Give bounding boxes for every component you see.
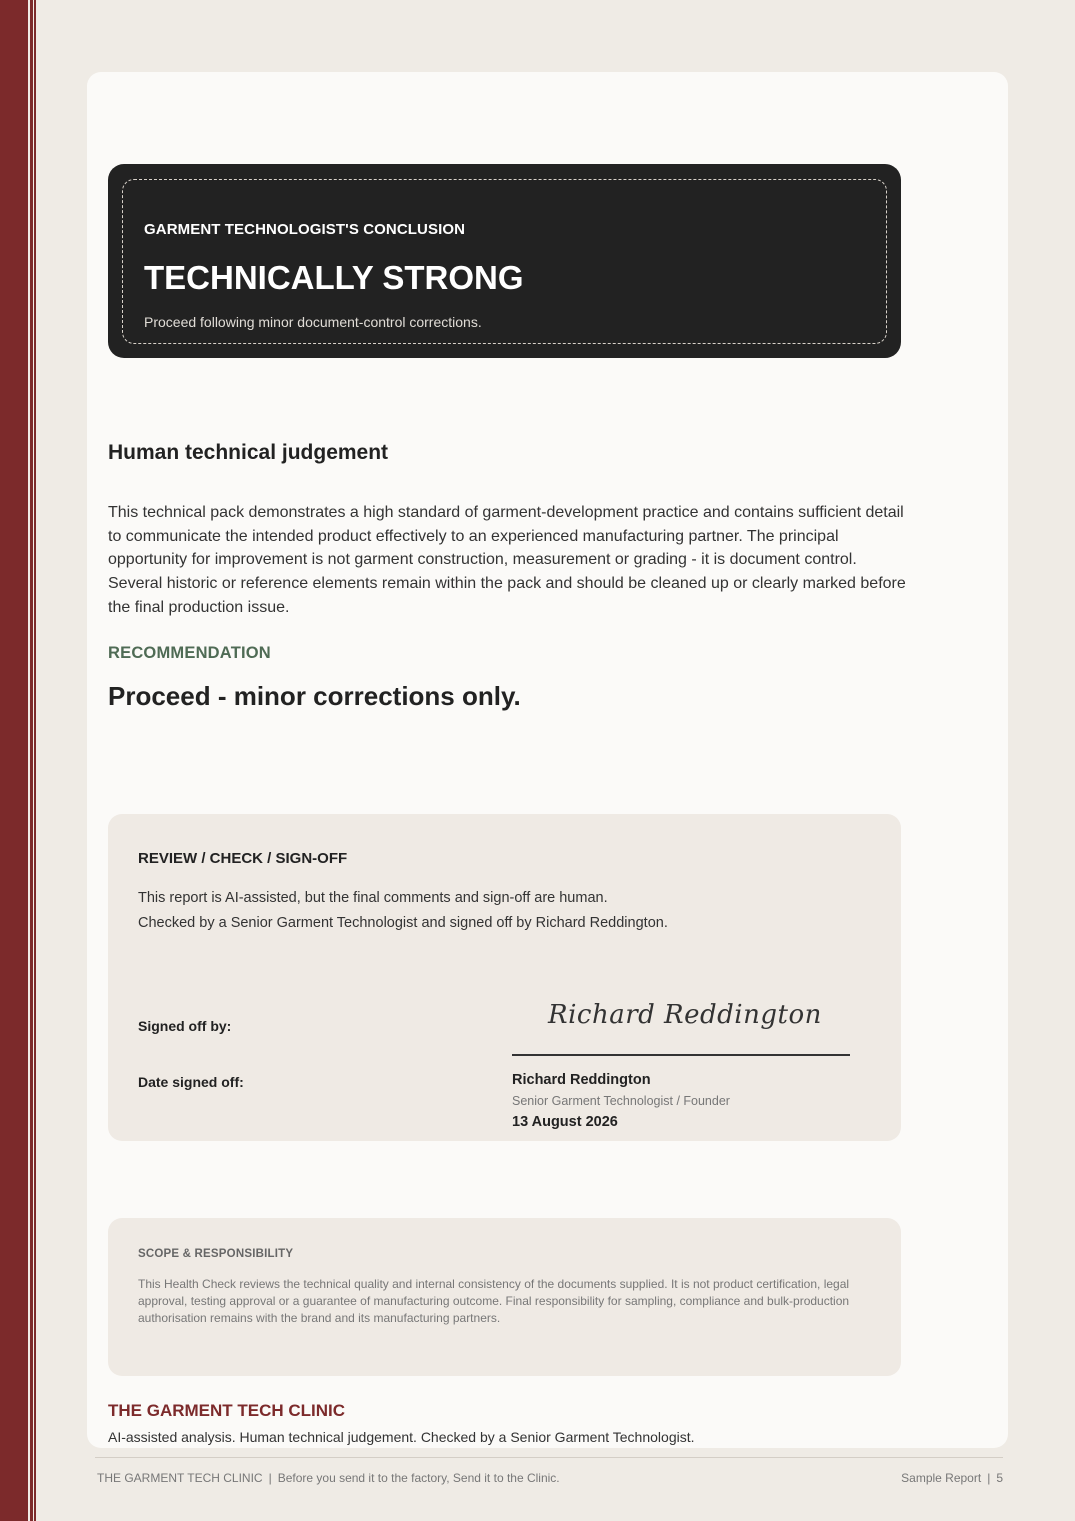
- footer-left: [97, 1471, 560, 1485]
- left-spine-bar: [0, 0, 36, 1521]
- signoff-statement: This report is AI-assisted, but the final comments and sign-off are human.: [138, 890, 608, 906]
- report-label: Sample Report: [901, 1471, 982, 1485]
- judgement-heading: Human technical judgement: [108, 441, 389, 464]
- spine-stripe: [28, 0, 30, 1521]
- conclusion-subtitle: Proceed following minor document-control corrections.: [144, 314, 482, 330]
- footer-right: [901, 1471, 1003, 1485]
- date-signed-off-label: Date signed off:: [138, 1074, 244, 1090]
- footer-brand: THE GARMENT TECH CLINIC: [97, 1471, 263, 1485]
- signoff-date: 13 August 2026: [512, 1114, 618, 1130]
- page-number: 5: [996, 1471, 1003, 1485]
- judgement-body: This technical pack demonstrates a high standard of garment-development practice and contains sufficient detail to communicate the intended product effectively to an experienced manufacturing partner. The principal opportunity for improvement is not garment construction, measurement or grading - it is document control. Several historic or reference elements remain within the pack and should be cleaned up or clearly marked before the final production issue.: [108, 504, 906, 616]
- signature-line: [512, 1054, 850, 1056]
- signoff-panel: [108, 814, 901, 1141]
- brand-name: THE GARMENT TECH CLINIC: [108, 1401, 346, 1420]
- scope-title: SCOPE & RESPONSIBILITY: [138, 1248, 294, 1260]
- signoff-statement: Checked by a Senior Garment Technologist and signed off by Richard Reddington.: [138, 915, 668, 931]
- brand-tagline: AI-assisted analysis. Human technical judgement. Checked by a Senior Garment Technologist.: [108, 1429, 695, 1445]
- signer-name: Richard Reddington: [512, 1072, 651, 1088]
- footer-separator: |: [268, 1471, 272, 1485]
- conclusion-title: TECHNICALLY STRONG: [144, 259, 524, 296]
- signed-off-by-label: Signed off by:: [138, 1018, 232, 1034]
- recommendation-value: Proceed - minor corrections only.: [108, 681, 521, 711]
- scope-panel: [108, 1218, 901, 1376]
- conclusion-banner: [108, 164, 901, 358]
- footer-separator: |: [987, 1471, 991, 1485]
- footer-motto: Before you send it to the factory, Send it to the Clinic.: [277, 1471, 560, 1485]
- recommendation-label: RECOMMENDATION: [108, 644, 271, 662]
- spine-stripe: [33, 0, 34, 1521]
- signoff-title: REVIEW / CHECK / SIGN-OFF: [138, 850, 348, 867]
- signature: Richard Reddington: [548, 1000, 822, 1030]
- conclusion-kicker: GARMENT TECHNOLOGIST'S CONCLUSION: [144, 221, 466, 238]
- scope-body: This Health Check reviews the technical quality and internal consistency of the documents supplied. It is not product certification, legal approval, testing approval or a guarantee of manufacturing outcome. Final responsibility for sampling, compliance and bulk-production authorisation remains with the brand and its manufacturing partners.: [138, 1277, 850, 1325]
- footer-divider: [95, 1457, 1003, 1458]
- signer-role: Senior Garment Technologist / Founder: [512, 1094, 730, 1108]
